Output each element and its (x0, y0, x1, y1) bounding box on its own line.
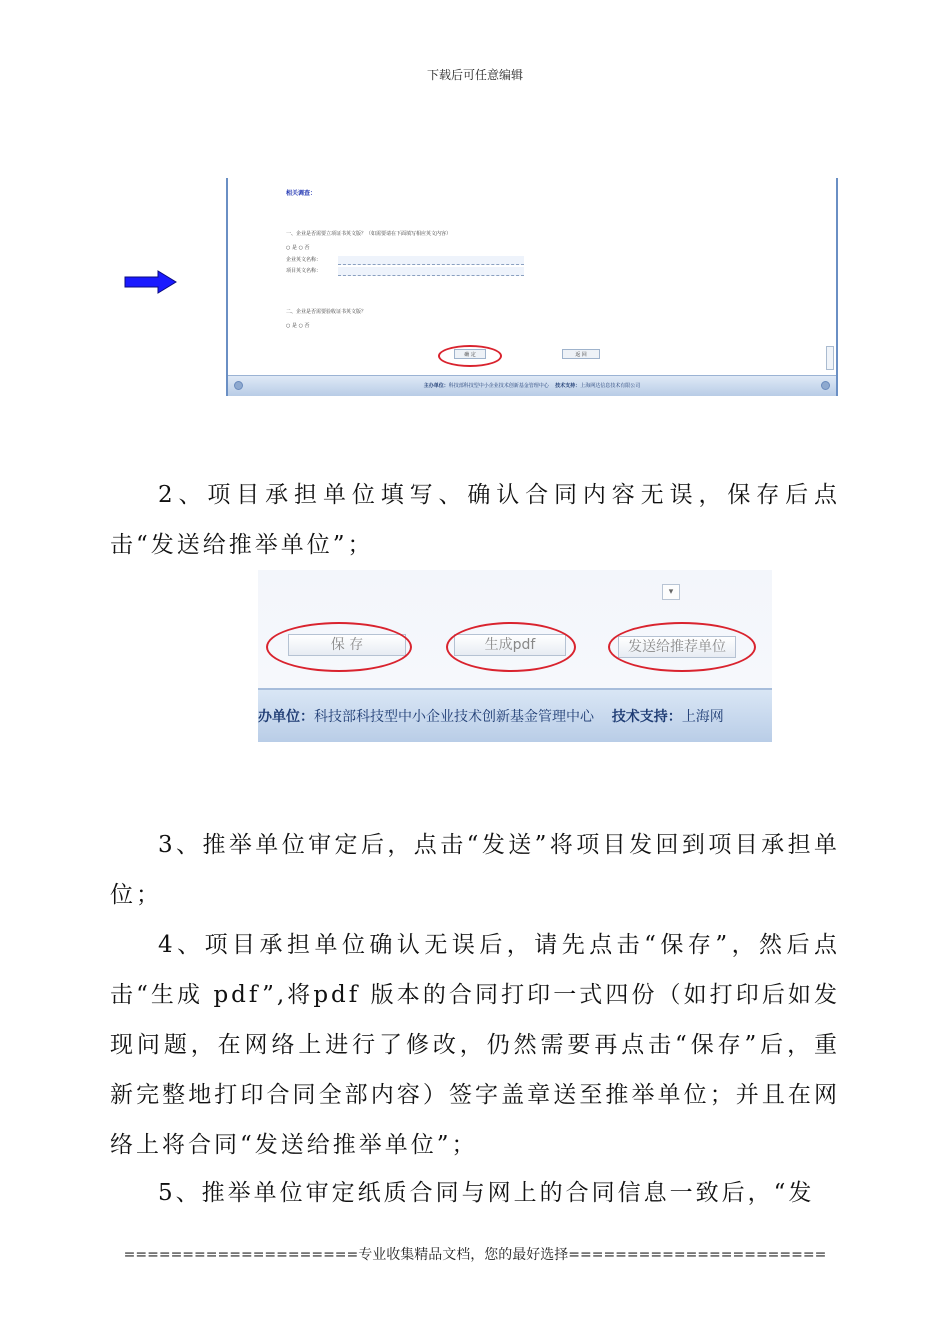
header-note: 下载后可任意编辑 (426, 68, 523, 82)
footer-note: ====================专业收集精品文档，您的最好选择====================== (123, 1247, 827, 1263)
save-highlight-oval (266, 622, 412, 672)
support-label: 技术支持： (611, 709, 682, 725)
radio-yes-label: 是 (291, 323, 297, 329)
radio-yes-label: 是 (291, 245, 297, 251)
project-en-label: 项目英文名称： (286, 268, 322, 274)
back-button[interactable]: 返 回 (562, 349, 600, 359)
send-to-recommender-button[interactable]: 发送给推荐单位 (618, 636, 736, 658)
pdf-highlight-oval (446, 622, 576, 672)
paragraph-3: 3、推举单位审定后，点击“发送”将项目发回到项目承担单位； (110, 832, 840, 908)
question-2: 二、企业是否需要验收证书英文版？ (286, 309, 367, 315)
site-footer (258, 688, 772, 742)
radio-no-label: 否 (304, 323, 310, 329)
chevron-down-icon[interactable]: ▾ (662, 584, 680, 600)
radio-no[interactable]: ○ (298, 245, 305, 251)
host-label: 办单位： (258, 709, 314, 725)
host-value: 科技部科技型中小企业技术创新基金管理中心 (314, 709, 594, 725)
radio-no-label: 否 (304, 245, 310, 251)
question-1: 一、企业是否需要立项证书英文版？（如需要请在下面填写相应英文内容） (286, 231, 452, 237)
paragraph-4: 4、项目承担单位确认无误后，请先点击“保存”，然后点击“生成 pdf”,将pdf 版本的合同打印一式四份（如打印后如发现问题，在网络上进行了修改，仍然需要再点击“保存”后，重新完整地打印合同全部内容）签字盖章送至推举单位；并且在网络上将合同“发送给推举单位”； (110, 932, 840, 1158)
buttons-screenshot (258, 570, 772, 742)
question-2-radios (286, 322, 310, 329)
survey-screenshot (226, 178, 838, 396)
paragraph-2: 2、项目承担单位填写、确认合同内容无误，保存后点击“发送给推举单位”； (110, 482, 840, 558)
site-footer (228, 375, 836, 396)
radio-no[interactable]: ○ (298, 323, 305, 329)
question-1-radios (286, 244, 310, 251)
support-value: 上海网达信息技术有限公司 (580, 383, 641, 389)
scrollbar[interactable] (826, 346, 834, 370)
host-value: 科技部科技型中小企业技术创新基金管理中心 (448, 383, 549, 389)
confirm-highlight-oval (438, 345, 502, 367)
radio-yes[interactable]: ○ (286, 245, 292, 251)
company-en-input[interactable] (338, 256, 524, 265)
support-label: 技术支持： (555, 383, 581, 389)
right-arrow-icon (124, 270, 178, 294)
generate-pdf-button[interactable]: 生成pdf (454, 634, 566, 656)
confirm-button[interactable]: 确 定 (454, 349, 486, 359)
survey-title: 相关调查： (286, 190, 317, 197)
send-highlight-oval (608, 622, 756, 672)
paragraph-5: 5、推举单位审定纸质合同与网上的合同信息一致后，“发 (158, 1180, 815, 1206)
corner-icon (821, 381, 830, 390)
company-en-label: 企业英文名称： (286, 257, 322, 263)
host-label: 主办单位： (423, 383, 449, 389)
project-en-input[interactable] (338, 267, 524, 276)
save-button[interactable]: 保 存 (288, 634, 406, 656)
support-value: 上海网 (681, 709, 724, 725)
radio-yes[interactable]: ○ (286, 323, 292, 329)
corner-icon (234, 381, 243, 390)
